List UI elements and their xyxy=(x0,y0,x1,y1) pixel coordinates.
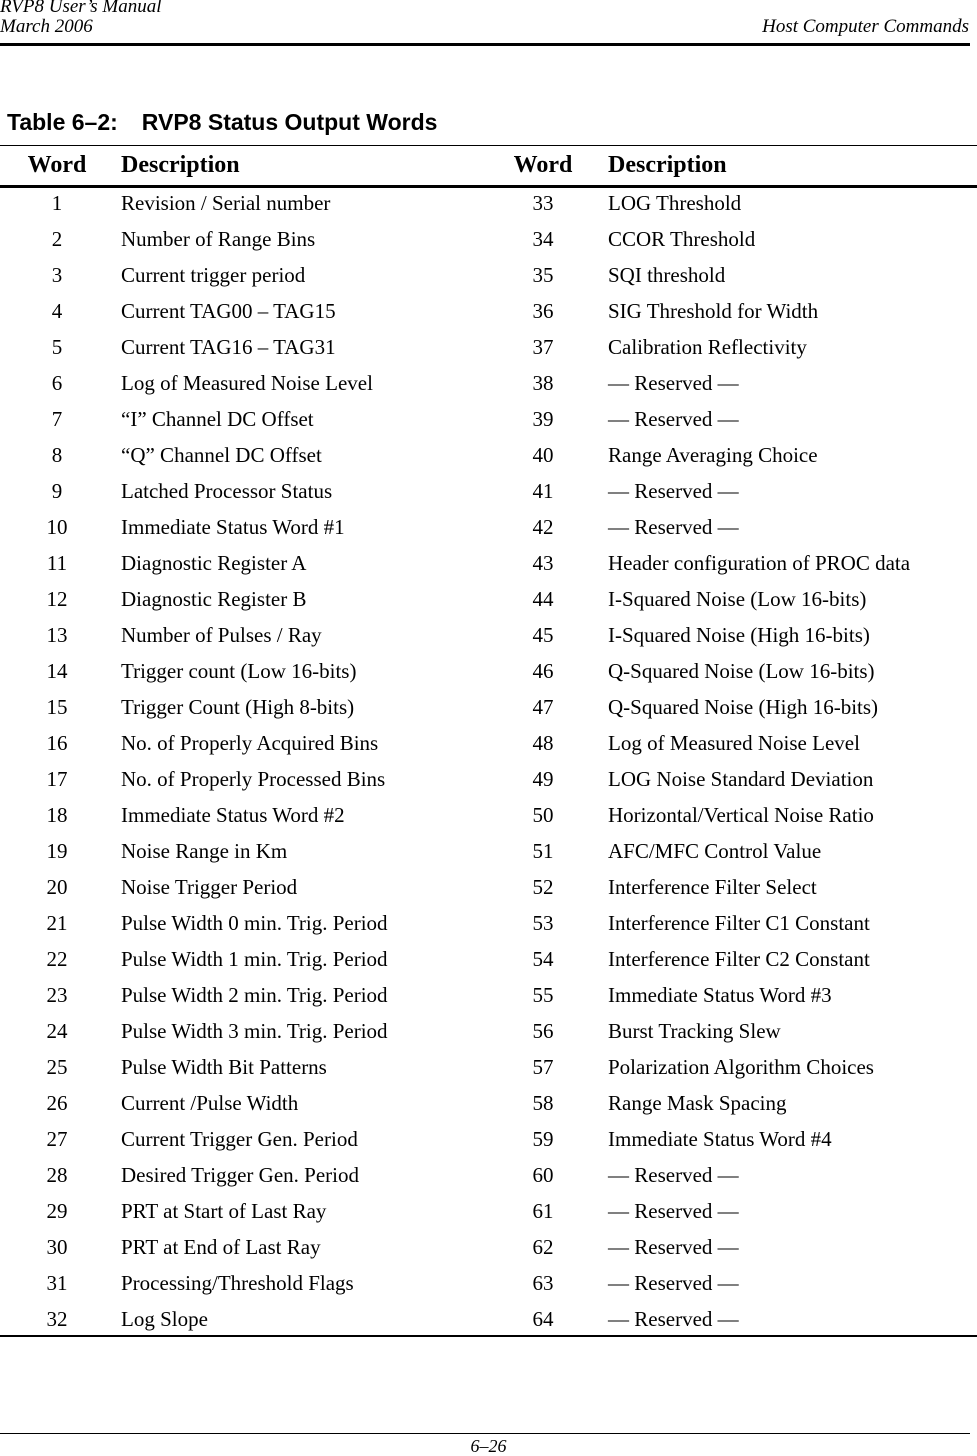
word-number: 53 xyxy=(532,911,554,935)
word-description: “Q” Channel DC Offset xyxy=(121,443,322,467)
word-description: SIG Threshold for Width xyxy=(608,299,819,323)
word-description: Interference Filter Select xyxy=(608,875,817,899)
word-description: Immediate Status Word #3 xyxy=(608,983,832,1007)
word-number: 35 xyxy=(532,263,554,287)
word-description: SQI threshold xyxy=(608,263,726,287)
word-description: Immediate Status Word #2 xyxy=(121,803,345,827)
word-description: Pulse Width 1 min. Trig. Period xyxy=(121,947,388,971)
word-description: Horizontal/Vertical Noise Ratio xyxy=(608,803,874,827)
table-row xyxy=(0,1085,977,1121)
word-description: Diagnostic Register B xyxy=(121,587,307,611)
table-row xyxy=(0,257,977,293)
word-description: — Reserved — xyxy=(608,479,739,503)
word-number: 43 xyxy=(532,551,554,575)
table-row xyxy=(0,365,977,401)
word-number: 60 xyxy=(532,1163,554,1187)
word-number: 26 xyxy=(46,1091,68,1115)
word-description: Noise Trigger Period xyxy=(121,875,298,899)
table-row xyxy=(0,473,977,509)
word-description: — Reserved — xyxy=(608,1307,739,1331)
word-number: 2 xyxy=(51,227,63,251)
word-description: Calibration Reflectivity xyxy=(608,335,807,359)
word-description: — Reserved — xyxy=(608,407,739,431)
word-description: Range Averaging Choice xyxy=(608,443,818,467)
word-description: Log of Measured Noise Level xyxy=(121,371,373,395)
word-description: Trigger count (Low 16-bits) xyxy=(121,659,357,683)
word-number: 45 xyxy=(532,623,554,647)
word-description: Immediate Status Word #4 xyxy=(608,1127,832,1151)
word-number: 15 xyxy=(46,695,68,719)
word-description: Log of Measured Noise Level xyxy=(608,731,860,755)
word-description: Pulse Width 0 min. Trig. Period xyxy=(121,911,388,935)
word-description: — Reserved — xyxy=(608,1271,739,1295)
word-number: 19 xyxy=(46,839,68,863)
word-number: 9 xyxy=(51,479,63,503)
column-header-description-2: Description xyxy=(608,152,727,178)
table-row xyxy=(0,1121,977,1157)
word-number: 11 xyxy=(46,551,68,575)
word-description: Trigger Count (High 8-bits) xyxy=(121,695,355,719)
table-row xyxy=(0,1049,977,1085)
word-number: 40 xyxy=(532,443,554,467)
word-description: I-Squared Noise (High 16-bits) xyxy=(608,623,870,647)
word-number: 52 xyxy=(532,875,554,899)
word-description: CCOR Threshold xyxy=(608,227,756,251)
table-row xyxy=(0,1013,977,1049)
word-description: Header configuration of PROC data xyxy=(608,551,911,575)
table-row xyxy=(0,1229,977,1265)
word-description: Desired Trigger Gen. Period xyxy=(121,1163,359,1187)
table-row xyxy=(0,1265,977,1301)
word-number: 14 xyxy=(46,659,68,683)
word-number: 18 xyxy=(46,803,68,827)
running-header-left xyxy=(0,0,162,37)
word-number: 61 xyxy=(532,1199,554,1223)
table-row xyxy=(0,977,977,1013)
word-number: 22 xyxy=(46,947,68,971)
header-rule xyxy=(0,43,970,46)
word-number: 12 xyxy=(46,587,68,611)
table-row xyxy=(0,581,977,617)
word-number: 56 xyxy=(532,1019,554,1043)
word-number: 7 xyxy=(51,407,63,431)
word-number: 31 xyxy=(46,1271,68,1295)
word-description: Current TAG00 – TAG15 xyxy=(121,299,336,323)
table-row xyxy=(0,293,977,329)
column-header-word-1: Word xyxy=(27,152,87,178)
word-description: Latched Processor Status xyxy=(121,479,333,503)
word-number: 25 xyxy=(46,1055,68,1079)
table-row xyxy=(0,797,977,833)
table-row xyxy=(0,545,977,581)
word-description: — Reserved — xyxy=(608,1199,739,1223)
footer-rule xyxy=(0,1433,970,1434)
word-description: PRT at End of Last Ray xyxy=(121,1235,321,1259)
table-top-rule xyxy=(0,145,977,146)
word-number: 46 xyxy=(532,659,554,683)
word-description: No. of Properly Processed Bins xyxy=(121,767,386,791)
word-description: Current TAG16 – TAG31 xyxy=(121,335,336,359)
word-description: LOG Threshold xyxy=(608,191,742,215)
word-number: 64 xyxy=(532,1307,554,1331)
word-number: 57 xyxy=(532,1055,554,1079)
word-number: 16 xyxy=(46,731,68,755)
word-number: 32 xyxy=(46,1307,68,1331)
word-number: 36 xyxy=(532,299,554,323)
table-row xyxy=(0,509,977,545)
section-title: Host Computer Commands xyxy=(762,16,969,37)
word-description: No. of Properly Acquired Bins xyxy=(121,731,379,755)
word-number: 51 xyxy=(532,839,554,863)
word-description: Interference Filter C1 Constant xyxy=(608,911,870,935)
word-number: 3 xyxy=(51,263,63,287)
word-number: 49 xyxy=(532,767,554,791)
table-row xyxy=(0,1301,977,1337)
word-number: 10 xyxy=(46,515,68,539)
word-number: 62 xyxy=(532,1235,554,1259)
table-row xyxy=(0,329,977,365)
word-description: LOG Noise Standard Deviation xyxy=(608,767,874,791)
word-number: 48 xyxy=(532,731,554,755)
word-number: 29 xyxy=(46,1199,68,1223)
word-number: 50 xyxy=(532,803,554,827)
word-number: 23 xyxy=(46,983,68,1007)
table-caption xyxy=(7,108,437,136)
word-description: — Reserved — xyxy=(608,1235,739,1259)
word-description: Number of Range Bins xyxy=(121,227,316,251)
word-number: 6 xyxy=(51,371,63,395)
table-row xyxy=(0,221,977,257)
table-row xyxy=(0,1157,977,1193)
word-number: 47 xyxy=(532,695,554,719)
word-description: Pulse Width 2 min. Trig. Period xyxy=(121,983,388,1007)
word-description: Burst Tracking Slew xyxy=(608,1019,781,1043)
word-description: PRT at Start of Last Ray xyxy=(121,1199,327,1223)
word-description: — Reserved — xyxy=(608,371,739,395)
word-description: Revision / Serial number xyxy=(121,191,331,215)
word-number: 20 xyxy=(46,875,68,899)
word-number: 4 xyxy=(51,299,63,323)
word-number: 34 xyxy=(532,227,554,251)
table-row xyxy=(0,1193,977,1229)
word-number: 55 xyxy=(532,983,554,1007)
word-description: Processing/Threshold Flags xyxy=(121,1271,354,1295)
word-description: Range Mask Spacing xyxy=(608,1091,787,1115)
word-description: Q-Squared Noise (High 16-bits) xyxy=(608,695,879,719)
word-number: 41 xyxy=(532,479,554,503)
manual-date: March 2006 xyxy=(0,16,93,37)
word-number: 58 xyxy=(532,1091,554,1115)
word-description: Polarization Algorithm Choices xyxy=(608,1055,874,1079)
table-number: Table 6–2: xyxy=(7,109,118,135)
table-row xyxy=(0,941,977,977)
word-number: 59 xyxy=(532,1127,554,1151)
table-row xyxy=(0,617,977,653)
column-header-description-1: Description xyxy=(121,152,240,178)
word-description: “I” Channel DC Offset xyxy=(121,407,314,431)
word-description: — Reserved — xyxy=(608,1163,739,1187)
word-number: 30 xyxy=(46,1235,68,1259)
page-number: 6–26 xyxy=(470,1436,507,1456)
word-number: 21 xyxy=(46,911,68,935)
table-bottom-rule xyxy=(0,1335,977,1337)
word-number: 13 xyxy=(46,623,68,647)
word-description: Current Trigger Gen. Period xyxy=(121,1127,358,1151)
word-description: Diagnostic Register A xyxy=(121,551,307,575)
column-header-word-2: Word xyxy=(513,152,573,178)
word-number: 27 xyxy=(46,1127,68,1151)
table-row xyxy=(0,437,977,473)
word-description: Noise Range in Km xyxy=(121,839,288,863)
table-title: RVP8 Status Output Words xyxy=(141,109,438,135)
word-number: 24 xyxy=(46,1019,68,1043)
word-number: 39 xyxy=(532,407,554,431)
word-description: AFC/MFC Control Value xyxy=(608,839,822,863)
word-number: 5 xyxy=(51,335,63,359)
word-description: Current trigger period xyxy=(121,263,306,287)
table-row xyxy=(0,761,977,797)
word-description: Q-Squared Noise (Low 16-bits) xyxy=(608,659,875,683)
word-description: Pulse Width Bit Patterns xyxy=(121,1055,327,1079)
table-row xyxy=(0,869,977,905)
word-description: — Reserved — xyxy=(608,515,739,539)
table-row xyxy=(0,689,977,725)
word-number: 38 xyxy=(532,371,554,395)
word-description: Log Slope xyxy=(121,1307,208,1331)
word-number: 17 xyxy=(46,767,68,791)
table-row xyxy=(0,653,977,689)
word-description: I-Squared Noise (Low 16-bits) xyxy=(608,587,867,611)
word-number: 54 xyxy=(532,947,554,971)
word-number: 63 xyxy=(532,1271,554,1295)
word-number: 37 xyxy=(532,335,554,359)
word-number: 8 xyxy=(51,443,63,467)
table-row xyxy=(0,905,977,941)
word-number: 44 xyxy=(532,587,554,611)
table-row xyxy=(0,185,977,221)
word-number: 33 xyxy=(532,191,554,215)
word-number: 42 xyxy=(532,515,554,539)
word-description: Immediate Status Word #1 xyxy=(121,515,345,539)
word-number: 1 xyxy=(51,191,63,215)
word-number: 28 xyxy=(46,1163,68,1187)
word-description: Current /Pulse Width xyxy=(121,1091,299,1115)
word-description: Number of Pulses / Ray xyxy=(121,623,322,647)
word-description: Pulse Width 3 min. Trig. Period xyxy=(121,1019,388,1043)
word-description: Interference Filter C2 Constant xyxy=(608,947,870,971)
table-row xyxy=(0,401,977,437)
table-row xyxy=(0,833,977,869)
manual-title: RVP8 User’s Manual xyxy=(0,0,162,17)
table-row xyxy=(0,725,977,761)
